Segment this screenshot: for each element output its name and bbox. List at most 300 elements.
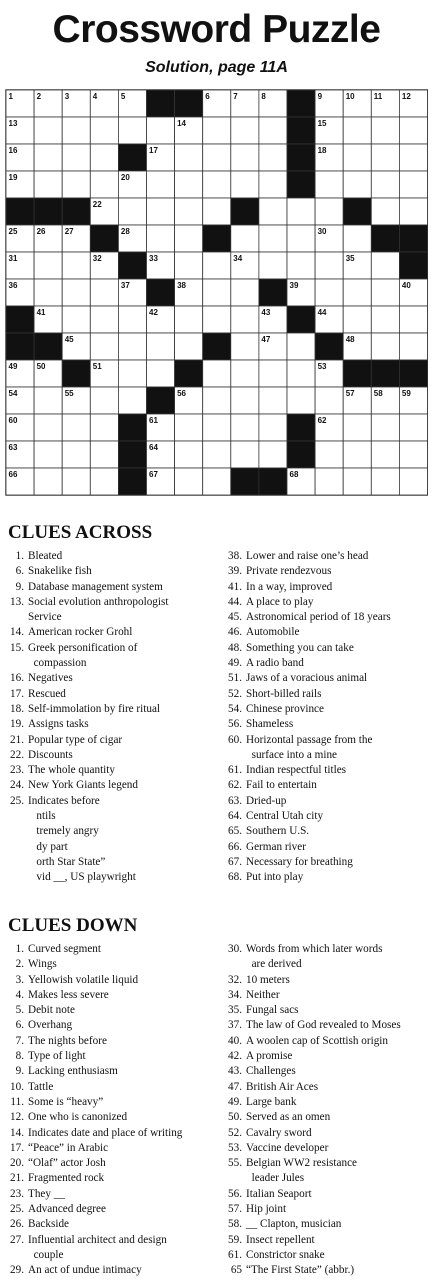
grid-cell[interactable] bbox=[147, 171, 175, 198]
clue-number: 3. bbox=[15, 973, 24, 986]
clue-number: 52. bbox=[228, 1126, 242, 1139]
grid-cell[interactable] bbox=[315, 198, 343, 225]
grid-cell[interactable] bbox=[62, 414, 90, 441]
grid-clue-number: 67 bbox=[149, 470, 158, 479]
grid-cell[interactable] bbox=[259, 360, 287, 387]
clue-item bbox=[6, 1263, 214, 1278]
grid-cell[interactable] bbox=[147, 333, 175, 360]
clue-text: Assigns tasks bbox=[28, 718, 89, 731]
clue-number: 59. bbox=[228, 1233, 242, 1246]
clue-number: 9. bbox=[15, 1065, 24, 1078]
grid-cell[interactable] bbox=[34, 252, 62, 279]
clue-text: Self-immolation by fire ritual bbox=[28, 702, 161, 715]
grid-cell[interactable] bbox=[90, 441, 118, 468]
grid-cell[interactable] bbox=[147, 360, 175, 387]
grid-black-square bbox=[259, 468, 287, 495]
grid-cell[interactable] bbox=[231, 387, 259, 414]
clue-text: Social evolution anthropologist Service bbox=[28, 595, 169, 624]
clue-item bbox=[224, 549, 429, 564]
grid-cell[interactable] bbox=[203, 252, 231, 279]
grid-cell[interactable] bbox=[203, 468, 231, 495]
grid-cell[interactable] bbox=[399, 171, 427, 198]
clue-item bbox=[6, 580, 214, 595]
clue-number: 18. bbox=[10, 702, 24, 715]
grid-cell[interactable] bbox=[259, 441, 287, 468]
clue-text: Advanced degree bbox=[28, 1203, 106, 1216]
grid-cell[interactable] bbox=[343, 171, 371, 198]
clue-number: 35. bbox=[228, 1004, 242, 1017]
grid-cell[interactable] bbox=[287, 198, 315, 225]
grid-cell[interactable] bbox=[118, 360, 146, 387]
grid-cell[interactable] bbox=[34, 468, 62, 495]
grid-cell[interactable] bbox=[90, 117, 118, 144]
grid-clue-number: 26 bbox=[36, 227, 46, 236]
grid-clue-number: 14 bbox=[177, 119, 187, 128]
clue-text: Bleated bbox=[28, 550, 63, 562]
grid-cell[interactable] bbox=[175, 441, 203, 468]
clue-text: Automobile bbox=[246, 626, 300, 639]
grid-cell[interactable] bbox=[175, 198, 203, 225]
grid-black-square bbox=[343, 360, 371, 387]
grid-cell[interactable] bbox=[371, 117, 399, 144]
grid-cell[interactable] bbox=[34, 117, 62, 144]
grid-black-square bbox=[6, 306, 34, 333]
grid-cell[interactable] bbox=[62, 279, 90, 306]
grid-cell[interactable] bbox=[118, 117, 146, 144]
clue-item bbox=[224, 973, 429, 988]
grid-cell[interactable] bbox=[90, 279, 118, 306]
grid-clue-number: 39 bbox=[289, 281, 299, 290]
grid-clue-number: 38 bbox=[177, 281, 187, 290]
grid-clue-number: 34 bbox=[233, 254, 243, 263]
grid-black-square bbox=[287, 414, 315, 441]
grid-cell[interactable] bbox=[90, 144, 118, 171]
grid-cell[interactable] bbox=[343, 441, 371, 468]
clue-number: 10. bbox=[10, 1080, 24, 1093]
grid-cell[interactable] bbox=[62, 171, 90, 198]
grid-cell[interactable] bbox=[399, 441, 427, 468]
grid-cell[interactable] bbox=[287, 333, 315, 360]
clue-item bbox=[6, 1034, 214, 1049]
grid-clue-number: 43 bbox=[261, 308, 271, 317]
grid-black-square bbox=[287, 144, 315, 171]
grid-clue-number: 62 bbox=[317, 416, 327, 425]
clue-number: 1. bbox=[15, 550, 24, 562]
grid-cell[interactable] bbox=[287, 360, 315, 387]
grid-black-square bbox=[175, 360, 203, 387]
grid-clue-number: 42 bbox=[149, 308, 158, 317]
grid-clue-number: 11 bbox=[373, 92, 383, 101]
clue-item bbox=[224, 942, 429, 973]
grid-cell[interactable] bbox=[259, 144, 287, 171]
clue-text: Dried-up bbox=[246, 794, 287, 807]
clue-text: Backside bbox=[28, 1218, 70, 1231]
grid-cell[interactable] bbox=[231, 306, 259, 333]
clue-item bbox=[6, 973, 214, 988]
grid-cell[interactable] bbox=[315, 252, 343, 279]
grid-cell[interactable] bbox=[147, 198, 175, 225]
grid-cell[interactable] bbox=[287, 225, 315, 252]
grid-cell[interactable] bbox=[90, 333, 118, 360]
grid-cell[interactable] bbox=[175, 225, 203, 252]
grid-cell[interactable] bbox=[371, 144, 399, 171]
clue-item bbox=[6, 702, 214, 717]
clue-number: 16. bbox=[10, 672, 24, 685]
clue-item bbox=[6, 717, 214, 732]
grid-cell[interactable] bbox=[259, 225, 287, 252]
grid-black-square bbox=[399, 360, 427, 387]
clues-down-column-2 bbox=[224, 942, 429, 1279]
clue-number: 14. bbox=[10, 1126, 24, 1139]
grid-black-square bbox=[203, 225, 231, 252]
grid-black-square bbox=[34, 198, 62, 225]
clue-number: 14. bbox=[10, 626, 24, 639]
grid-cell[interactable] bbox=[203, 171, 231, 198]
clue-number: 27. bbox=[10, 1233, 24, 1246]
grid-cell[interactable] bbox=[399, 117, 427, 144]
grid-cell[interactable] bbox=[90, 171, 118, 198]
grid-black-square bbox=[231, 468, 259, 495]
grid-cell[interactable] bbox=[203, 441, 231, 468]
clue-text: Cavalry sword bbox=[246, 1126, 312, 1139]
grid-clue-number: 68 bbox=[289, 470, 299, 479]
clue-text: Debit note bbox=[28, 1004, 75, 1017]
grid-cell[interactable] bbox=[287, 387, 315, 414]
grid-cell[interactable] bbox=[231, 144, 259, 171]
clue-item bbox=[6, 1171, 214, 1186]
grid-cell[interactable] bbox=[62, 252, 90, 279]
clue-text: An act of undue intimacy bbox=[28, 1264, 142, 1277]
clue-text: Jaws of a voracious animal bbox=[246, 672, 368, 685]
clue-number: 20. bbox=[10, 1157, 24, 1170]
clue-item bbox=[224, 717, 429, 732]
grid-cell[interactable] bbox=[315, 441, 343, 468]
grid-cell[interactable] bbox=[315, 279, 343, 306]
grid-cell[interactable] bbox=[259, 198, 287, 225]
clue-number: 5. bbox=[15, 1004, 24, 1017]
grid-clue-number: 64 bbox=[149, 443, 158, 452]
clue-number: 46. bbox=[228, 626, 242, 639]
grid-clue-number: 63 bbox=[8, 443, 18, 452]
grid-cell[interactable] bbox=[203, 306, 231, 333]
grid-cell[interactable] bbox=[231, 333, 259, 360]
grid-cell[interactable] bbox=[175, 306, 203, 333]
grid-clue-number: 53 bbox=[317, 362, 327, 371]
grid-clue-number: 58 bbox=[373, 389, 383, 398]
grid-cell[interactable] bbox=[62, 468, 90, 495]
grid-cell[interactable] bbox=[399, 414, 427, 441]
clue-text: Horizontal passage from the surface into a mine bbox=[246, 733, 373, 761]
clue-number: 1. bbox=[15, 943, 24, 955]
grid-cell[interactable] bbox=[34, 279, 62, 306]
grid-cell[interactable] bbox=[371, 333, 399, 360]
grid-cell[interactable] bbox=[231, 225, 259, 252]
clue-text: Overhang bbox=[28, 1019, 73, 1032]
grid-cell[interactable] bbox=[259, 414, 287, 441]
grid-cell[interactable] bbox=[34, 171, 62, 198]
grid-cell[interactable] bbox=[175, 252, 203, 279]
grid-cell[interactable] bbox=[231, 279, 259, 306]
grid-cell[interactable] bbox=[371, 306, 399, 333]
grid-cell[interactable] bbox=[203, 279, 231, 306]
grid-cell[interactable] bbox=[34, 441, 62, 468]
clue-item bbox=[224, 702, 429, 717]
clue-text: Lower and raise one’s head bbox=[246, 550, 369, 562]
clues-across-column-2 bbox=[224, 549, 429, 886]
grid-clue-number: 45 bbox=[64, 335, 74, 344]
grid-black-square bbox=[259, 279, 287, 306]
clue-text: Greek personification of compassion bbox=[28, 641, 138, 670]
grid-cell[interactable] bbox=[371, 171, 399, 198]
clue-number: 29. bbox=[10, 1264, 24, 1277]
clue-number: 13. bbox=[10, 595, 24, 608]
grid-cell[interactable] bbox=[34, 387, 62, 414]
clue-text: Italian Seaport bbox=[246, 1187, 312, 1200]
grid-cell[interactable] bbox=[343, 414, 371, 441]
clue-text: Something you can take bbox=[246, 641, 354, 654]
grid-cell[interactable] bbox=[343, 306, 371, 333]
clue-text: __ Clapton, musician bbox=[246, 1218, 342, 1231]
grid-cell[interactable] bbox=[203, 414, 231, 441]
grid-cell[interactable] bbox=[231, 360, 259, 387]
grid-cell[interactable] bbox=[371, 414, 399, 441]
grid-cell[interactable] bbox=[371, 468, 399, 495]
clue-item bbox=[224, 1263, 429, 1278]
grid-cell[interactable] bbox=[371, 252, 399, 279]
grid-black-square bbox=[118, 441, 146, 468]
grid-cell[interactable] bbox=[90, 468, 118, 495]
grid-clue-number: 66 bbox=[8, 470, 18, 479]
clue-item bbox=[224, 870, 429, 885]
clue-item bbox=[6, 549, 214, 564]
clue-text: Large bank bbox=[246, 1095, 297, 1108]
grid-cell[interactable] bbox=[371, 279, 399, 306]
clue-number: 65 bbox=[230, 1264, 242, 1277]
grid-black-square bbox=[6, 198, 34, 225]
clue-number: 25. bbox=[10, 794, 24, 807]
grid-black-square bbox=[62, 360, 90, 387]
grid-black-square bbox=[203, 333, 231, 360]
clue-item bbox=[224, 794, 429, 809]
clue-text: A woolen cap of Scottish origin bbox=[246, 1034, 389, 1047]
grid-cell[interactable] bbox=[231, 117, 259, 144]
grid-cell[interactable] bbox=[62, 144, 90, 171]
grid-clue-number: 57 bbox=[345, 389, 355, 398]
clue-text: “Peace” in Arabic bbox=[28, 1141, 109, 1154]
grid-black-square bbox=[371, 225, 399, 252]
clue-text: Fungal sacs bbox=[246, 1004, 299, 1017]
clue-number: 54. bbox=[228, 702, 242, 715]
clue-number: 17. bbox=[10, 1141, 24, 1154]
clue-number: 19. bbox=[10, 718, 24, 731]
grid-cell[interactable] bbox=[203, 360, 231, 387]
clue-text: Some is “heavy” bbox=[28, 1095, 104, 1108]
grid-black-square bbox=[287, 117, 315, 144]
grid-cell[interactable] bbox=[118, 387, 146, 414]
grid-cell[interactable] bbox=[118, 333, 146, 360]
grid-black-square bbox=[62, 198, 90, 225]
grid-cell[interactable] bbox=[147, 117, 175, 144]
grid-clue-number: 37 bbox=[120, 281, 130, 290]
grid-cell[interactable] bbox=[231, 441, 259, 468]
grid-clue-number: 6 bbox=[205, 92, 210, 101]
grid-cell[interactable] bbox=[147, 225, 175, 252]
grid-cell[interactable] bbox=[90, 387, 118, 414]
grid-cell[interactable] bbox=[315, 387, 343, 414]
clue-text: Indicates date and place of writing bbox=[28, 1126, 183, 1139]
grid-cell[interactable] bbox=[231, 414, 259, 441]
grid-cell[interactable] bbox=[259, 171, 287, 198]
clue-number: 7. bbox=[15, 1034, 24, 1047]
grid-clue-number: 35 bbox=[345, 254, 355, 263]
clue-number: 66. bbox=[228, 840, 242, 853]
clue-item bbox=[6, 1202, 214, 1217]
clue-item bbox=[6, 1110, 214, 1125]
grid-cell[interactable] bbox=[231, 171, 259, 198]
grid-cell[interactable] bbox=[118, 198, 146, 225]
clue-item bbox=[6, 733, 214, 748]
clue-item bbox=[224, 1187, 429, 1202]
clue-item bbox=[224, 778, 429, 793]
clue-text: Words from which later words are derived bbox=[246, 943, 383, 971]
clue-text: Short-billed rails bbox=[246, 687, 322, 700]
clue-text: Southern U.S. bbox=[246, 825, 310, 838]
grid-cell[interactable] bbox=[90, 414, 118, 441]
grid-cell[interactable] bbox=[34, 144, 62, 171]
clues-down-heading: CLUES DOWN bbox=[8, 915, 138, 936]
grid-cell[interactable] bbox=[90, 306, 118, 333]
grid-clue-number: 56 bbox=[177, 389, 187, 398]
clue-number: 30. bbox=[228, 943, 242, 955]
clue-item bbox=[6, 748, 214, 763]
clue-text: Astronomical period of 18 years bbox=[246, 611, 391, 624]
grid-cell[interactable] bbox=[399, 468, 427, 495]
grid-cell[interactable] bbox=[343, 225, 371, 252]
clue-number: 22. bbox=[10, 748, 24, 761]
grid-cell[interactable] bbox=[175, 144, 203, 171]
grid-cell[interactable] bbox=[203, 198, 231, 225]
grid-cell[interactable] bbox=[399, 306, 427, 333]
grid-cell[interactable] bbox=[118, 306, 146, 333]
grid-cell[interactable] bbox=[175, 171, 203, 198]
clue-text: A place to play bbox=[246, 595, 314, 608]
grid-clue-number: 50 bbox=[36, 362, 46, 371]
clue-number: 44. bbox=[228, 595, 242, 608]
clue-number: 4. bbox=[15, 988, 24, 1001]
clue-item bbox=[6, 1126, 214, 1141]
grid-cell[interactable] bbox=[259, 387, 287, 414]
grid-cell[interactable] bbox=[259, 252, 287, 279]
clue-item bbox=[224, 564, 429, 579]
clue-item bbox=[6, 625, 214, 640]
clue-number: 21. bbox=[10, 733, 24, 746]
grid-black-square bbox=[118, 252, 146, 279]
grid-cell[interactable] bbox=[343, 468, 371, 495]
grid-cell[interactable] bbox=[399, 333, 427, 360]
grid-cell[interactable] bbox=[62, 306, 90, 333]
grid-cell[interactable] bbox=[343, 279, 371, 306]
clue-text: “Olaf” actor Josh bbox=[28, 1157, 106, 1170]
grid-clue-number: 8 bbox=[261, 92, 266, 101]
clue-number: 57. bbox=[228, 1203, 242, 1216]
clue-text: Shameless bbox=[246, 718, 294, 731]
grid-clue-number: 5 bbox=[120, 92, 126, 101]
grid-clue-number: 18 bbox=[317, 146, 327, 155]
grid-cell[interactable] bbox=[343, 144, 371, 171]
grid-cell[interactable] bbox=[371, 441, 399, 468]
grid-cell[interactable] bbox=[34, 414, 62, 441]
clue-text: Served as an omen bbox=[246, 1111, 331, 1124]
grid-cell[interactable] bbox=[203, 117, 231, 144]
clue-item bbox=[6, 687, 214, 702]
grid-cell[interactable] bbox=[287, 252, 315, 279]
clue-item bbox=[6, 1141, 214, 1156]
clue-text: “The First State” (abbr.) bbox=[246, 1264, 355, 1277]
grid-cell[interactable] bbox=[175, 333, 203, 360]
grid-cell[interactable] bbox=[371, 198, 399, 225]
clue-text: Belgian WW2 resistance leader Jules bbox=[246, 1157, 358, 1185]
clue-item bbox=[224, 855, 429, 870]
grid-cell[interactable] bbox=[343, 117, 371, 144]
grid-cell[interactable] bbox=[399, 144, 427, 171]
clue-item bbox=[6, 1233, 214, 1264]
grid-cell[interactable] bbox=[203, 144, 231, 171]
clue-number: 63. bbox=[228, 794, 242, 807]
clue-text: Popular type of cigar bbox=[28, 733, 123, 746]
clue-item bbox=[224, 580, 429, 595]
clue-number: 24. bbox=[10, 779, 24, 792]
grid-clue-number: 2 bbox=[36, 92, 42, 101]
grid-cell[interactable] bbox=[203, 387, 231, 414]
grid-cell[interactable] bbox=[175, 468, 203, 495]
clue-item bbox=[6, 855, 214, 870]
clue-text: Fragmented rock bbox=[28, 1172, 105, 1185]
grid-clue-number: 22 bbox=[92, 200, 102, 209]
grid-cell[interactable] bbox=[62, 117, 90, 144]
grid-clue-number: 17 bbox=[149, 146, 158, 155]
clue-text: Wings bbox=[28, 958, 57, 971]
clue-item bbox=[6, 957, 214, 972]
grid-clue-number: 40 bbox=[401, 281, 411, 290]
grid-cell[interactable] bbox=[315, 468, 343, 495]
grid-clue-number: 12 bbox=[401, 92, 411, 101]
grid-cell[interactable] bbox=[315, 171, 343, 198]
grid-cell[interactable] bbox=[399, 198, 427, 225]
grid-black-square bbox=[315, 333, 343, 360]
grid-black-square bbox=[231, 198, 259, 225]
clue-number: 68. bbox=[228, 871, 242, 884]
clue-item bbox=[6, 671, 214, 686]
clue-text: Vaccine developer bbox=[246, 1141, 329, 1154]
grid-cell[interactable] bbox=[259, 117, 287, 144]
grid-black-square bbox=[287, 90, 315, 117]
grid-black-square bbox=[287, 441, 315, 468]
grid-clue-number: 19 bbox=[8, 173, 18, 182]
clue-text: The whole quantity bbox=[28, 764, 115, 777]
grid-cell[interactable] bbox=[62, 441, 90, 468]
clue-item bbox=[224, 988, 429, 1003]
clue-number: 45. bbox=[228, 611, 242, 624]
clue-item bbox=[224, 763, 429, 778]
clue-number: 47. bbox=[228, 1080, 242, 1093]
clue-number: 65. bbox=[228, 825, 242, 838]
grid-cell[interactable] bbox=[175, 414, 203, 441]
clue-number: 52. bbox=[228, 687, 242, 700]
clue-text: Indicates before bbox=[28, 794, 100, 807]
clue-item bbox=[224, 671, 429, 686]
clue-text: Private rendezvous bbox=[246, 565, 332, 578]
clue-number: 53. bbox=[228, 1141, 242, 1154]
